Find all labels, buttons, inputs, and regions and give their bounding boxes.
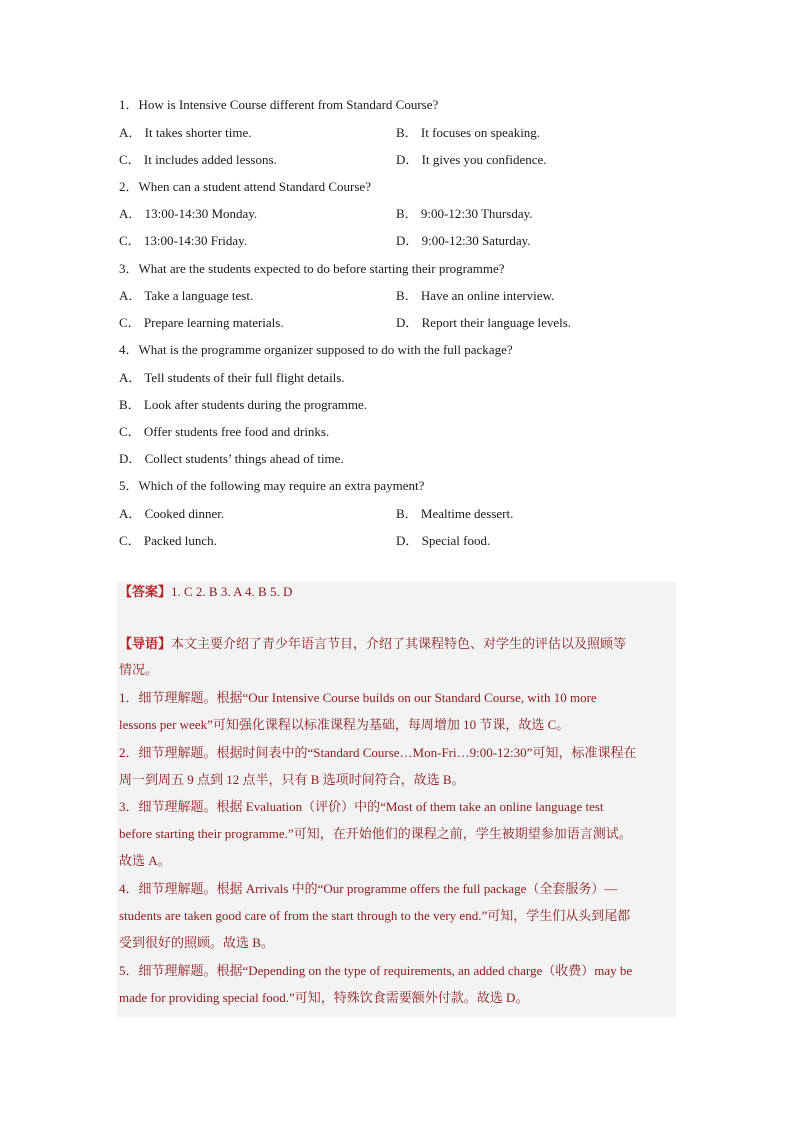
question-2-stem: 2．When can a student attend Standard Course? [119, 179, 371, 194]
question-2-option-c: C． 13:00-14:30 Friday. [119, 233, 248, 248]
question-1-option-a: A． It takes shorter time. [119, 125, 252, 140]
question-1-option-d: D． It gives you confidence. [396, 152, 547, 167]
explanation-line-3: 1．细节理解题。根据“Our Intensive Course builds on our Standard Course, with 10 more [119, 690, 597, 705]
question-1-option-b: B． It focuses on speaking. [396, 125, 541, 140]
question-2-option-b: B． 9:00-12:30 Thursday. [396, 206, 533, 221]
explanation-tag: 【导语】 [119, 637, 172, 652]
question-5-option-b: B． Mealtime dessert. [396, 506, 514, 521]
question-4-option-c: C． Offer students free food and drinks. [119, 424, 330, 439]
explanation-line-6: 周一到周五 9 点到 12 点半，只有 B 选项时间符合，故选 B。 [119, 772, 465, 787]
explanation-line-14: made for providing special food.”可知，特殊饮食需要额外付款。故选 D。 [119, 990, 529, 1005]
question-3-option-a: A． Take a language test. [119, 288, 254, 303]
answer-key: 1. C 2. B 3. A 4. B 5. D [171, 584, 293, 599]
question-5-option-a: A． Cooked dinner. [119, 506, 225, 521]
explanation-line-11: students are taken good care of from the start through to the very end.”可知，学生们从头到尾都 [119, 908, 631, 923]
explanation-line-9: 故选 A。 [119, 853, 171, 868]
explanation-line-2: 情况。 [119, 663, 159, 678]
explanation-line-1 [119, 635, 626, 653]
question-5-stem: 5．Which of the following may require an extra payment? [119, 478, 425, 493]
explanation-line-5: 2．细节理解题。根据时间表中的“Standard Course…Mon-Fri…9:00-12:30”可知，标准课程在 [119, 745, 637, 760]
explanation-line-12: 受到很好的照顾。故选 B。 [119, 935, 274, 950]
question-5-option-d: D． Special food. [396, 533, 491, 548]
question-3-option-d: D． Report their language levels. [396, 315, 572, 330]
question-3-option-c: C． Prepare learning materials. [119, 315, 284, 330]
answer-line [119, 583, 292, 601]
explanation-line-4: lessons per week”可知强化课程以标准课程为基础，每周增加 10 节课，故选 C。 [119, 717, 570, 732]
question-4-option-a: A． Tell students of their full flight details. [119, 370, 345, 385]
question-4-option-d: D． Collect students’ things ahead of time. [119, 451, 344, 466]
explanation-line-7: 3．细节理解题。根据 Evaluation（评价）中的“Most of them take an online language test [119, 799, 604, 814]
question-4-option-b: B． Look after students during the programme. [119, 397, 368, 412]
question-2-option-d: D． 9:00-12:30 Saturday. [396, 233, 531, 248]
explanation-line-8: before starting their programme.”可知，在开始他们的课程之前，学生被期望参加语言测试。 [119, 826, 632, 841]
question-3-stem: 3．What are the students expected to do before starting their programme? [119, 261, 505, 276]
question-3-option-b: B． Have an online interview. [396, 288, 555, 303]
question-1-stem: 1．How is Intensive Course different from Standard Course? [119, 97, 439, 112]
question-5-option-c: C． Packed lunch. [119, 533, 217, 548]
explanation-text: 本文主要介绍了青少年语言节目，介绍了其课程特色、对学生的评估以及照顾等 [171, 637, 627, 652]
question-4-stem: 4．What is the programme organizer supposed to do with the full package? [119, 342, 513, 357]
answer-tag: 【答案】 [119, 585, 172, 600]
explanation-line-13: 5．细节理解题。根据“Depending on the type of requirements, an added charge（收费）may be [119, 963, 633, 978]
question-1-option-c: C． It includes added lessons. [119, 152, 277, 167]
explanation-line-10: 4．细节理解题。根据 Arrivals 中的“Our programme offers the full package（全套服务）— [119, 881, 618, 896]
question-2-option-a: A． 13:00-14:30 Monday. [119, 206, 258, 221]
